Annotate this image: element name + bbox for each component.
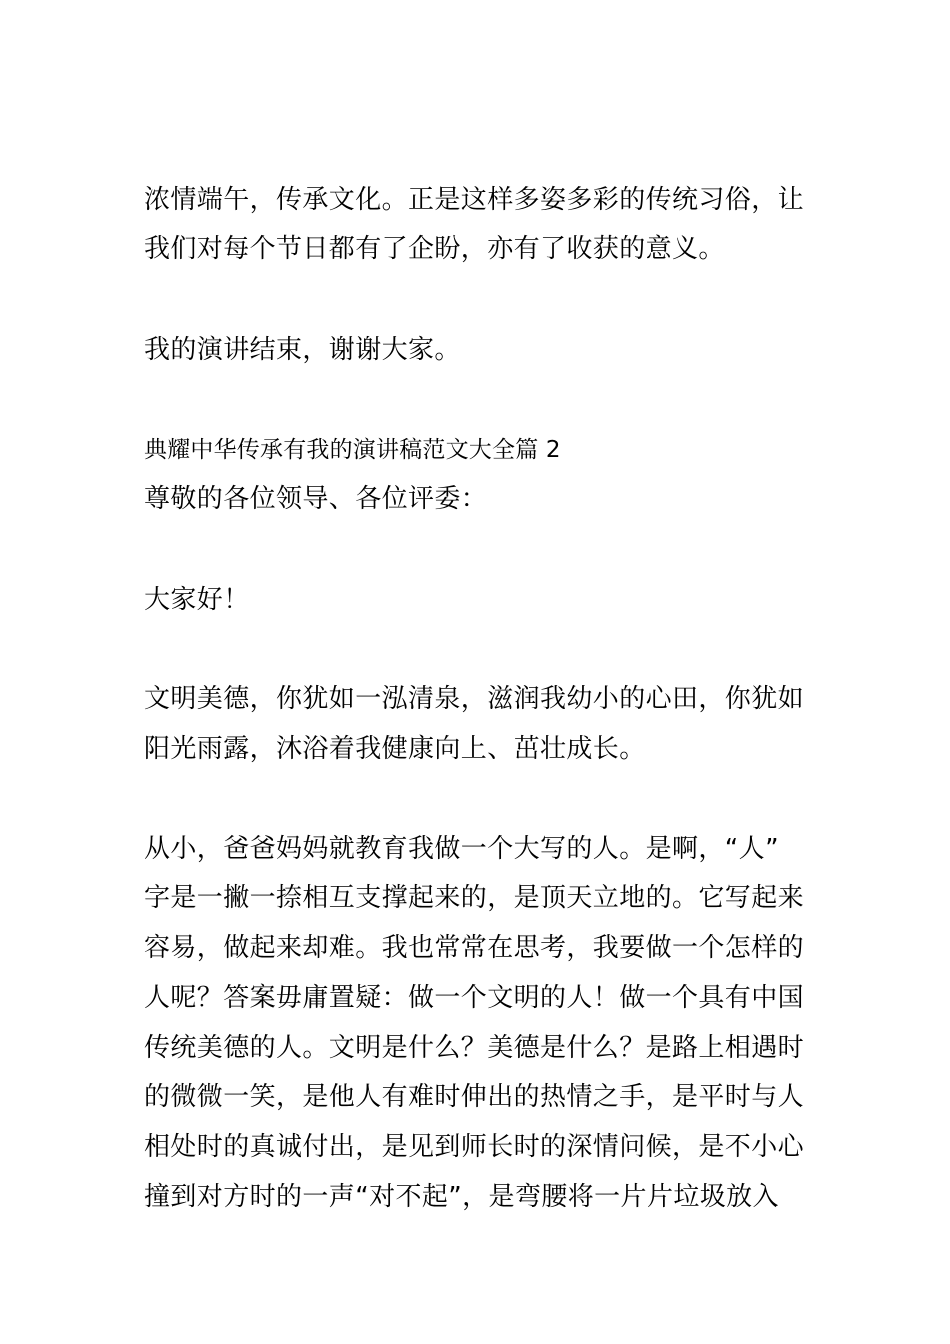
paragraph-line: 容易，做起来却难。我也常常在思考，我要做一个怎样的 bbox=[144, 933, 805, 963]
greeting: 大家好！ bbox=[144, 585, 250, 615]
paragraph-line: 相处时的真诚付出，是见到师长时的深情问候，是不小心 bbox=[144, 1132, 805, 1162]
paragraph-line: 浓情端午，传承文化。正是这样多姿多彩的传统习俗，让 bbox=[144, 185, 805, 215]
paragraph-line: 从小，爸爸妈妈就教育我做一个大写的人。是啊，“人” bbox=[144, 834, 779, 864]
section-title: 典耀中华传承有我的演讲稿范文大全篇 2 bbox=[144, 437, 561, 463]
salutation: 尊敬的各位领导、各位评委： bbox=[144, 484, 488, 514]
paragraph-line: 字是一撇一捺相互支撑起来的，是顶天立地的。它写起来 bbox=[144, 883, 805, 913]
paragraph-line: 我们对每个节日都有了企盼，亦有了收获的意义。 bbox=[144, 234, 725, 264]
paragraph-line: 人呢？答案毋庸置疑：做一个文明的人！做一个具有中国 bbox=[144, 983, 805, 1013]
paragraph-line: 撞到对方时的一声“对不起”，是弯腰将一片片垃圾放入 bbox=[144, 1182, 779, 1212]
paragraph-line: 的微微一笑，是他人有难时伸出的热情之手，是平时与人 bbox=[144, 1082, 805, 1112]
closing-line: 我的演讲结束，谢谢大家。 bbox=[144, 335, 461, 365]
paragraph-line: 阳光雨露，沐浴着我健康向上、茁壮成长。 bbox=[144, 734, 646, 764]
paragraph-line: 传统美德的人。文明是什么？美德是什么？是路上相遇时 bbox=[144, 1033, 805, 1063]
paragraph-line: 文明美德，你犹如一泓清泉，滋润我幼小的心田，你犹如 bbox=[144, 684, 805, 714]
